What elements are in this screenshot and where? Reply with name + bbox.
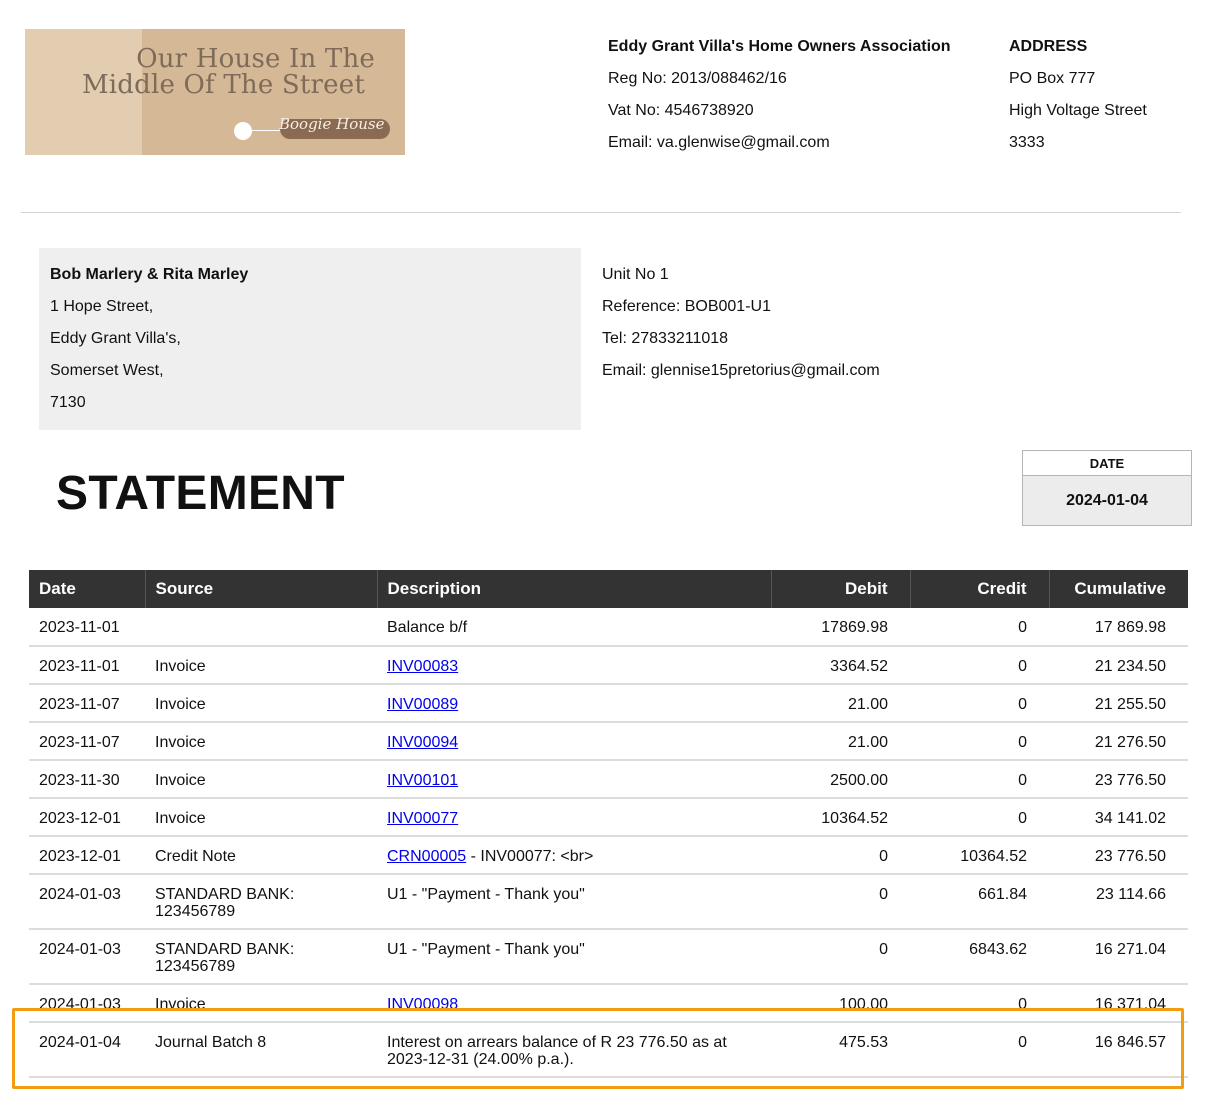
document-link[interactable]: INV00094	[387, 734, 459, 751]
cell-cumulative: 21 255.50	[1049, 684, 1188, 722]
cell-debit: 3364.52	[771, 646, 910, 684]
cell-cumulative: 34 141.02	[1049, 798, 1188, 836]
client-address-box	[39, 248, 581, 430]
cell-cumulative: 21 276.50	[1049, 722, 1188, 760]
client-line-3: Somerset West,	[50, 362, 164, 379]
date-label: DATE	[1023, 451, 1191, 476]
column-header-source: Source	[145, 570, 377, 608]
cell-date: 2023-12-01	[29, 798, 145, 836]
document-link[interactable]: INV00101	[387, 772, 459, 789]
table-row	[29, 798, 1188, 836]
cell-description	[377, 929, 771, 984]
cell-date: 2023-11-01	[29, 608, 145, 646]
cell-date: 2024-01-04	[29, 1022, 145, 1077]
cell-debit: 2500.00	[771, 760, 910, 798]
logo-dot	[234, 122, 252, 140]
cell-source: Invoice	[145, 722, 377, 760]
cell-cumulative: 16 271.04	[1049, 929, 1188, 984]
hoa-name: Eddy Grant Villa's Home Owners Association	[608, 38, 951, 55]
cell-source: STANDARD BANK: 123456789	[145, 874, 377, 929]
cell-credit: 0	[910, 684, 1049, 722]
cell-debit: 0	[771, 874, 910, 929]
address-heading: ADDRESS	[1009, 38, 1088, 55]
cell-description	[377, 684, 771, 722]
cell-credit: 0	[910, 984, 1049, 1022]
column-header-cumulative: Cumulative	[1049, 570, 1188, 608]
hoa-reg: Reg No: 2013/088462/16	[608, 70, 787, 87]
column-header-description: Description	[377, 570, 771, 608]
cell-cumulative: 16 846.57	[1049, 1022, 1188, 1077]
cell-date: 2024-01-03	[29, 929, 145, 984]
unit-details	[602, 265, 880, 393]
cell-credit: 0	[910, 760, 1049, 798]
client-name: Bob Marlery & Rita Marley	[50, 266, 249, 283]
unit-number: Unit No 1	[602, 266, 669, 283]
association-logo	[25, 29, 405, 155]
description-text: Balance b/f	[387, 619, 468, 636]
cell-cumulative: 16 371.04	[1049, 984, 1188, 1022]
description-text: U1 - "Payment - Thank you"	[387, 886, 585, 903]
document-link[interactable]: CRN00005	[387, 848, 467, 865]
unit-email: Email: glennise15pretorius@gmail.com	[602, 362, 880, 379]
logo-line-2: Middle Of The Street	[81, 70, 365, 100]
cell-date: 2024-01-03	[29, 984, 145, 1022]
address-line-1: PO Box 777	[1009, 70, 1096, 87]
table-header-row	[29, 570, 1188, 608]
page-title: STATEMENT	[56, 467, 345, 520]
cell-source: Journal Batch 8	[145, 1022, 377, 1077]
table-row	[29, 722, 1188, 760]
hoa-details	[608, 37, 951, 165]
cell-debit: 21.00	[771, 684, 910, 722]
date-value: 2024-01-04	[1023, 476, 1191, 525]
cell-cumulative: 23 776.50	[1049, 760, 1188, 798]
cell-cumulative: 21 234.50	[1049, 646, 1188, 684]
hoa-vat: Vat No: 4546738920	[608, 102, 754, 119]
table-row	[29, 984, 1188, 1022]
cell-date: 2023-12-01	[29, 836, 145, 874]
cell-debit: 0	[771, 929, 910, 984]
client-line-2: Eddy Grant Villa's,	[50, 330, 181, 347]
cell-description	[377, 874, 771, 929]
cell-source: Invoice	[145, 646, 377, 684]
cell-cumulative: 23 114.66	[1049, 874, 1188, 929]
cell-date: 2024-01-03	[29, 874, 145, 929]
cell-source	[145, 608, 377, 646]
logo-signature: Boogie House	[279, 115, 385, 133]
table-row	[29, 760, 1188, 798]
unit-tel: Tel: 27833211018	[602, 330, 729, 347]
cell-description	[377, 760, 771, 798]
cell-debit: 475.53	[771, 1022, 910, 1077]
cell-source: Credit Note	[145, 836, 377, 874]
cell-date: 2023-11-07	[29, 684, 145, 722]
document-link[interactable]: INV00077	[387, 810, 459, 827]
cell-source: Invoice	[145, 684, 377, 722]
cell-credit: 0	[910, 608, 1049, 646]
description-text: Interest on arrears balance of R 23 776.50 as at 2023-12-31 (24.00% p.a.).	[387, 1034, 727, 1068]
cell-credit: 0	[910, 798, 1049, 836]
table-row	[29, 836, 1188, 874]
table-row	[29, 684, 1188, 722]
column-header-date: Date	[29, 570, 145, 608]
description-text: U1 - "Payment - Thank you"	[387, 941, 585, 958]
cell-description	[377, 1022, 771, 1077]
cell-cumulative: 17 869.98	[1049, 608, 1188, 646]
cell-date: 2023-11-07	[29, 722, 145, 760]
statement-date-box	[1022, 450, 1192, 526]
client-line-1: 1 Hope Street,	[50, 298, 154, 315]
description-text: - INV00077: <br>	[466, 848, 594, 865]
column-header-debit: Debit	[771, 570, 910, 608]
cell-source: Invoice	[145, 760, 377, 798]
cell-description	[377, 646, 771, 684]
document-link[interactable]: INV00089	[387, 696, 459, 713]
table-row	[29, 608, 1188, 646]
table-row	[29, 929, 1188, 984]
statement-table	[29, 570, 1188, 1078]
cell-description	[377, 984, 771, 1022]
cell-source: STANDARD BANK: 123456789	[145, 929, 377, 984]
cell-debit: 10364.52	[771, 798, 910, 836]
column-header-credit: Credit	[910, 570, 1049, 608]
logo-line-1: Our House In The	[136, 44, 375, 74]
cell-date: 2023-11-30	[29, 760, 145, 798]
cell-debit: 21.00	[771, 722, 910, 760]
document-link[interactable]: INV00098	[387, 996, 459, 1013]
cell-credit: 0	[910, 1022, 1049, 1077]
client-line-4: 7130	[50, 394, 86, 411]
cell-credit: 0	[910, 646, 1049, 684]
cell-debit: 17869.98	[771, 608, 910, 646]
cell-date: 2023-11-01	[29, 646, 145, 684]
cell-description	[377, 836, 771, 874]
cell-description	[377, 798, 771, 836]
hoa-address	[1009, 37, 1147, 165]
table-row	[29, 874, 1188, 929]
address-line-2: High Voltage Street	[1009, 102, 1147, 119]
cell-debit: 100.00	[771, 984, 910, 1022]
cell-credit: 6843.62	[910, 929, 1049, 984]
unit-reference: Reference: BOB001-U1	[602, 298, 771, 315]
table-row	[29, 646, 1188, 684]
cell-credit: 10364.52	[910, 836, 1049, 874]
cell-credit: 0	[910, 722, 1049, 760]
address-line-3: 3333	[1009, 134, 1045, 151]
cell-debit: 0	[771, 836, 910, 874]
cell-credit: 661.84	[910, 874, 1049, 929]
cell-source: Invoice	[145, 798, 377, 836]
cell-cumulative: 23 776.50	[1049, 836, 1188, 874]
table-row	[29, 1022, 1188, 1077]
header-divider	[21, 212, 1181, 213]
cell-description	[377, 608, 771, 646]
hoa-email: Email: va.glenwise@gmail.com	[608, 134, 830, 151]
cell-source: Invoice	[145, 984, 377, 1022]
cell-description	[377, 722, 771, 760]
statement-table-wrap	[29, 570, 1188, 1101]
document-link[interactable]: INV00083	[387, 658, 459, 675]
